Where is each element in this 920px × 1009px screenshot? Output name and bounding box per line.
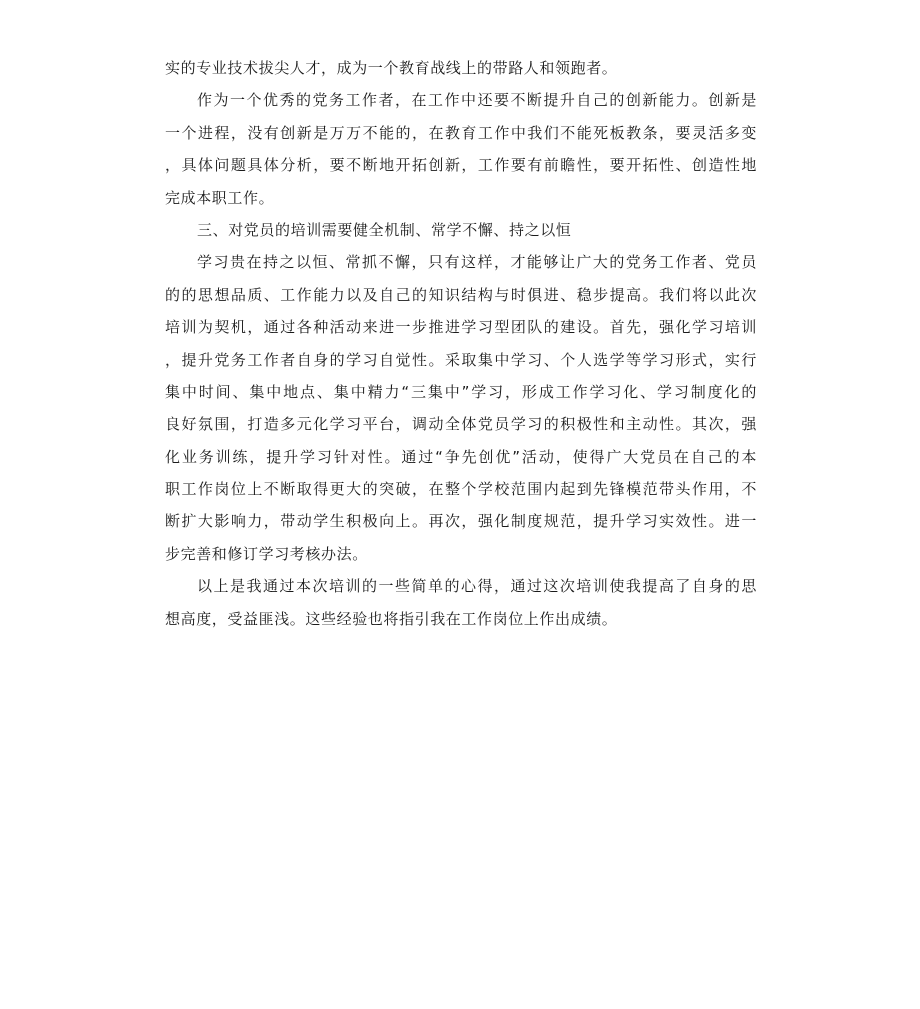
text-line: 步完善和修订学习考核办法。 [165, 544, 368, 563]
text-line: 一个进程，没有创新是万万不能的，在教育工作中我们不能死板教条，要灵活多变 [165, 123, 757, 142]
text-line: ，具体问题具体分析，要不断地开拓创新，工作要有前瞻性，要开拓性、创造性地 [165, 156, 757, 175]
text-line: 作为一个优秀的党务工作者，在工作中还要不断提升自己的创新能力。创新是 [197, 91, 757, 110]
text-line: 实的专业技术拔尖人才，成为一个教育战线上的带路人和领跑者。 [165, 59, 618, 77]
document-page [165, 52, 757, 635]
text-line: 的的思想品质、工作能力以及自己的知识结构与时俱进、稳步提高。我们将以此次 [165, 285, 757, 304]
text-line: 以上是我通过本次培训的一些简单的心得，通过这次培训使我提高了自身的思 [197, 577, 757, 596]
text-line: ，提升党务工作者自身的学习自觉性。采取集中学习、个人选学等学习形式，实行 [165, 350, 757, 369]
text-line: 完成本职工作。 [165, 188, 275, 207]
text-line: 断扩大影响力，带动学生积极向上。再次，强化制度规范，提升学习实效性。进一 [165, 512, 757, 531]
text-line: 职工作岗位上不断取得更大的突破，在整个学校范围内起到先锋模范带头作用，不 [165, 480, 757, 499]
text-line: 培训为契机，通过各种活动来进一步推进学习型团队的建设。首先，强化学习培训 [165, 318, 757, 337]
text-line: 想高度，受益匪浅。这些经验也将指引我在工作岗位上作出成绩。 [165, 609, 618, 628]
section-heading: 三、对党员的培训需要健全机制、常学不懈、持之以恒 [197, 220, 572, 239]
text-line: 集中时间、集中地点、集中精力“三集中”学习，形成工作学习化、学习制度化的 [165, 382, 757, 401]
text-line: 良好氛围，打造多元化学习平台，调动全体党员学习的积极性和主动性。其次，强 [165, 415, 757, 434]
text-line: 化业务训练，提升学习针对性。通过“争先创优”活动，使得广大党员在自己的本 [165, 447, 757, 466]
text-line: 学习贵在持之以恒、常抓不懈，只有这样，才能够让广大的党务工作者、党员 [197, 253, 757, 272]
